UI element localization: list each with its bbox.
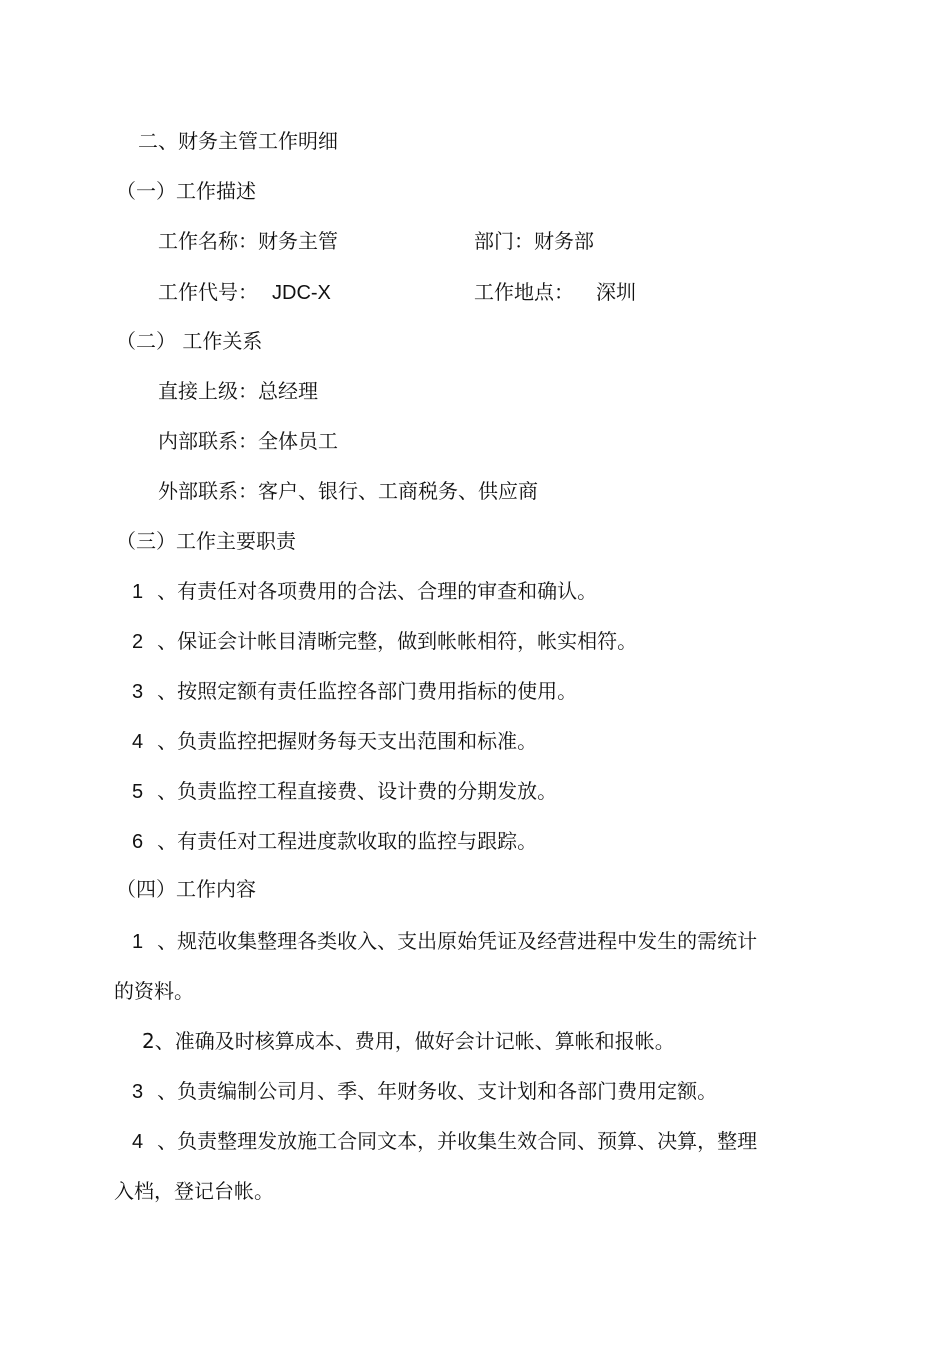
job-location-value: 深圳 xyxy=(596,280,636,304)
duty-text: 、按照定额有责任监控各部门费用指标的使用。 xyxy=(157,679,578,703)
duty-number: 4 xyxy=(132,731,144,753)
job-code-value: JDC-X xyxy=(272,282,331,304)
heading-work-relations: （二） 工作关系 xyxy=(116,329,263,353)
section-title: 二、财务主管工作明细 xyxy=(138,129,338,153)
job-code-label: 工作代号： xyxy=(158,280,258,304)
duty-text: 、负责监控工程直接费、设计费的分期发放。 xyxy=(157,779,558,803)
job-location-label: 工作地点： xyxy=(474,280,574,304)
content-text: 、规范收集整理各类收入、支出原始凭证及经营进程中发生的需统计 xyxy=(157,929,758,953)
content-item-4 xyxy=(132,1128,757,1155)
duty-number: 1 xyxy=(132,581,144,603)
duty-item xyxy=(132,578,597,605)
duty-number: 6 xyxy=(132,831,144,853)
external-contacts: 外部联系：客户、银行、工商税务、供应商 xyxy=(158,479,538,503)
heading-main-duties: （三）工作主要职责 xyxy=(116,529,296,553)
content-item-1-continuation: 的资料。 xyxy=(114,979,194,1003)
content-text: 、负责整理发放施工合同文本，并收集生效合同、预算、决算，整理 xyxy=(157,1129,758,1153)
direct-superior: 直接上级：总经理 xyxy=(158,379,318,403)
content-number: 3 xyxy=(132,1081,144,1103)
duty-number: 3 xyxy=(132,681,144,703)
duty-text: 、负责监控把握财务每天支出范围和标准。 xyxy=(157,729,538,753)
duty-text: 、有责任对工程进度款收取的监控与跟踪。 xyxy=(157,829,538,853)
job-name: 工作名称：财务主管 xyxy=(158,229,338,253)
duty-number: 5 xyxy=(132,781,144,803)
duty-item xyxy=(132,778,557,805)
content-number: 4 xyxy=(132,1131,144,1153)
department: 部门：财务部 xyxy=(474,229,594,253)
internal-contacts: 内部联系：全体员工 xyxy=(158,429,338,453)
content-item-2: 2、准确及时核算成本、费用，做好会计记帐、算帐和报帐。 xyxy=(142,1029,675,1053)
duty-text: 、有责任对各项费用的合法、合理的审查和确认。 xyxy=(157,579,598,603)
content-text: 、负责编制公司月、季、年财务收、支计划和各部门费用定额。 xyxy=(157,1079,718,1103)
content-item-1 xyxy=(132,928,757,955)
duty-item xyxy=(132,728,537,755)
job-code xyxy=(158,279,331,306)
heading-job-description: （一）工作描述 xyxy=(116,179,256,203)
job-location xyxy=(474,279,636,305)
duty-item xyxy=(132,678,577,705)
heading-work-content: （四）工作内容 xyxy=(116,877,256,901)
duty-number: 2 xyxy=(132,631,144,653)
duty-text: 、保证会计帐目清晰完整，做到帐帐相符，帐实相符。 xyxy=(157,629,638,653)
duty-item xyxy=(132,828,537,855)
content-item-4-continuation: 入档，登记台帐。 xyxy=(114,1179,274,1203)
content-number: 1 xyxy=(132,931,144,953)
duty-item xyxy=(132,628,637,655)
content-item-3 xyxy=(132,1078,717,1105)
